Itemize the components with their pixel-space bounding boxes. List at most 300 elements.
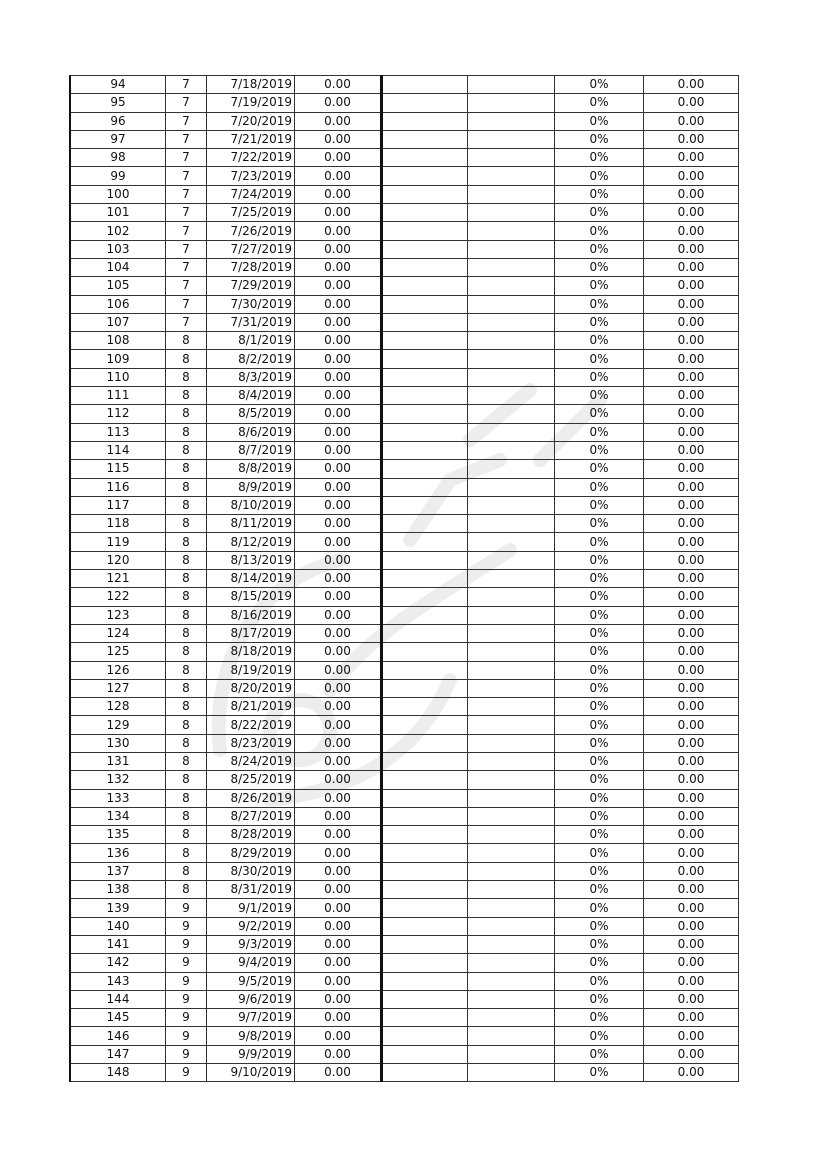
- amount-cell: 0.00: [644, 240, 739, 258]
- month-cell: 7: [166, 112, 207, 130]
- table-row: [70, 1064, 739, 1082]
- date-cell: 8/24/2019: [207, 752, 295, 770]
- percent-cell: 0%: [555, 716, 644, 734]
- blank-cell: [382, 789, 468, 807]
- blank-cell: [382, 643, 468, 661]
- blank-cell: [382, 771, 468, 789]
- row-number-cell: 115: [70, 460, 166, 478]
- blank-cell: [382, 350, 468, 368]
- blank-cell: [382, 204, 468, 222]
- month-cell: 8: [166, 423, 207, 441]
- blank-cell: [382, 277, 468, 295]
- value-cell: 0.00: [295, 533, 382, 551]
- blank-cell: [468, 935, 555, 953]
- table-row: [70, 295, 739, 313]
- percent-cell: 0%: [555, 1009, 644, 1027]
- percent-cell: 0%: [555, 441, 644, 459]
- month-cell: 9: [166, 1027, 207, 1045]
- date-cell: 7/20/2019: [207, 112, 295, 130]
- row-number-cell: 132: [70, 771, 166, 789]
- percent-cell: 0%: [555, 368, 644, 386]
- row-number-cell: 146: [70, 1027, 166, 1045]
- table-row: [70, 94, 739, 112]
- value-cell: 0.00: [295, 185, 382, 203]
- table-row: [70, 423, 739, 441]
- month-cell: 8: [166, 679, 207, 697]
- blank-cell: [468, 954, 555, 972]
- blank-cell: [382, 76, 468, 94]
- percent-cell: 0%: [555, 350, 644, 368]
- value-cell: 0.00: [295, 167, 382, 185]
- percent-cell: 0%: [555, 76, 644, 94]
- date-cell: 7/26/2019: [207, 222, 295, 240]
- date-cell: 8/28/2019: [207, 826, 295, 844]
- table-row: [70, 716, 739, 734]
- month-cell: 8: [166, 405, 207, 423]
- month-cell: 8: [166, 643, 207, 661]
- blank-cell: [468, 752, 555, 770]
- value-cell: 0.00: [295, 716, 382, 734]
- amount-cell: 0.00: [644, 972, 739, 990]
- blank-cell: [468, 478, 555, 496]
- row-number-cell: 108: [70, 332, 166, 350]
- blank-cell: [382, 149, 468, 167]
- month-cell: 7: [166, 277, 207, 295]
- table-row: [70, 606, 739, 624]
- value-cell: 0.00: [295, 1064, 382, 1082]
- table-row: [70, 222, 739, 240]
- percent-cell: 0%: [555, 149, 644, 167]
- row-number-cell: 114: [70, 441, 166, 459]
- amount-cell: 0.00: [644, 112, 739, 130]
- amount-cell: 0.00: [644, 679, 739, 697]
- date-cell: 9/8/2019: [207, 1027, 295, 1045]
- table-row: [70, 478, 739, 496]
- row-number-cell: 133: [70, 789, 166, 807]
- row-number-cell: 118: [70, 515, 166, 533]
- month-cell: 8: [166, 588, 207, 606]
- value-cell: 0.00: [295, 368, 382, 386]
- month-cell: 8: [166, 862, 207, 880]
- value-cell: 0.00: [295, 112, 382, 130]
- row-number-cell: 116: [70, 478, 166, 496]
- blank-cell: [382, 624, 468, 642]
- month-cell: 7: [166, 167, 207, 185]
- percent-cell: 0%: [555, 295, 644, 313]
- blank-cell: [468, 441, 555, 459]
- date-cell: 8/15/2019: [207, 588, 295, 606]
- amount-cell: 0.00: [644, 1045, 739, 1063]
- table-row: [70, 679, 739, 697]
- month-cell: 7: [166, 222, 207, 240]
- value-cell: 0.00: [295, 1027, 382, 1045]
- percent-cell: 0%: [555, 789, 644, 807]
- amount-cell: 0.00: [644, 441, 739, 459]
- month-cell: 8: [166, 789, 207, 807]
- amount-cell: 0.00: [644, 990, 739, 1008]
- value-cell: 0.00: [295, 204, 382, 222]
- table-row: [70, 643, 739, 661]
- row-number-cell: 124: [70, 624, 166, 642]
- date-cell: 8/30/2019: [207, 862, 295, 880]
- blank-cell: [382, 1045, 468, 1063]
- date-cell: 7/22/2019: [207, 149, 295, 167]
- data-sheet: [69, 75, 730, 1082]
- month-cell: 9: [166, 917, 207, 935]
- row-number-cell: 129: [70, 716, 166, 734]
- date-cell: 7/29/2019: [207, 277, 295, 295]
- blank-cell: [382, 478, 468, 496]
- amount-cell: 0.00: [644, 350, 739, 368]
- value-cell: 0.00: [295, 881, 382, 899]
- row-number-cell: 147: [70, 1045, 166, 1063]
- blank-cell: [382, 94, 468, 112]
- amount-cell: 0.00: [644, 258, 739, 276]
- percent-cell: 0%: [555, 606, 644, 624]
- date-cell: 8/19/2019: [207, 661, 295, 679]
- percent-cell: 0%: [555, 277, 644, 295]
- month-cell: 7: [166, 94, 207, 112]
- blank-cell: [382, 185, 468, 203]
- blank-cell: [468, 807, 555, 825]
- value-cell: 0.00: [295, 130, 382, 148]
- amount-cell: 0.00: [644, 606, 739, 624]
- row-number-cell: 126: [70, 661, 166, 679]
- month-cell: 7: [166, 185, 207, 203]
- value-cell: 0.00: [295, 789, 382, 807]
- percent-cell: 0%: [555, 1027, 644, 1045]
- percent-cell: 0%: [555, 643, 644, 661]
- blank-cell: [382, 240, 468, 258]
- month-cell: 7: [166, 240, 207, 258]
- percent-cell: 0%: [555, 588, 644, 606]
- month-cell: 8: [166, 698, 207, 716]
- percent-cell: 0%: [555, 167, 644, 185]
- month-cell: 7: [166, 130, 207, 148]
- row-number-cell: 107: [70, 313, 166, 331]
- blank-cell: [468, 624, 555, 642]
- amount-cell: 0.00: [644, 130, 739, 148]
- percent-cell: 0%: [555, 460, 644, 478]
- month-cell: 9: [166, 954, 207, 972]
- month-cell: 8: [166, 533, 207, 551]
- table-row: [70, 460, 739, 478]
- percent-cell: 0%: [555, 387, 644, 405]
- month-cell: 9: [166, 935, 207, 953]
- month-cell: 8: [166, 368, 207, 386]
- blank-cell: [468, 240, 555, 258]
- date-cell: 7/25/2019: [207, 204, 295, 222]
- date-cell: 8/14/2019: [207, 570, 295, 588]
- row-number-cell: 105: [70, 277, 166, 295]
- month-cell: 8: [166, 826, 207, 844]
- amount-cell: 0.00: [644, 643, 739, 661]
- date-cell: 8/31/2019: [207, 881, 295, 899]
- table-row: [70, 899, 739, 917]
- row-number-cell: 102: [70, 222, 166, 240]
- row-number-cell: 134: [70, 807, 166, 825]
- month-cell: 9: [166, 1064, 207, 1082]
- table-row: [70, 972, 739, 990]
- table-row: [70, 76, 739, 94]
- percent-cell: 0%: [555, 862, 644, 880]
- blank-cell: [468, 588, 555, 606]
- month-cell: 8: [166, 570, 207, 588]
- row-number-cell: 131: [70, 752, 166, 770]
- blank-cell: [468, 515, 555, 533]
- percent-cell: 0%: [555, 258, 644, 276]
- table-row: [70, 935, 739, 953]
- value-cell: 0.00: [295, 94, 382, 112]
- percent-cell: 0%: [555, 551, 644, 569]
- date-cell: 9/4/2019: [207, 954, 295, 972]
- table-row: [70, 661, 739, 679]
- blank-cell: [382, 551, 468, 569]
- date-cell: 8/26/2019: [207, 789, 295, 807]
- blank-cell: [468, 368, 555, 386]
- amount-cell: 0.00: [644, 222, 739, 240]
- blank-cell: [382, 698, 468, 716]
- date-cell: 7/27/2019: [207, 240, 295, 258]
- row-number-cell: 113: [70, 423, 166, 441]
- row-number-cell: 101: [70, 204, 166, 222]
- amount-cell: 0.00: [644, 624, 739, 642]
- table-row: [70, 496, 739, 514]
- table-row: [70, 917, 739, 935]
- date-cell: 8/3/2019: [207, 368, 295, 386]
- row-number-cell: 122: [70, 588, 166, 606]
- month-cell: 8: [166, 661, 207, 679]
- value-cell: 0.00: [295, 954, 382, 972]
- percent-cell: 0%: [555, 844, 644, 862]
- month-cell: 8: [166, 496, 207, 514]
- blank-cell: [468, 423, 555, 441]
- value-cell: 0.00: [295, 149, 382, 167]
- blank-cell: [382, 533, 468, 551]
- blank-cell: [382, 460, 468, 478]
- blank-cell: [382, 496, 468, 514]
- amount-cell: 0.00: [644, 716, 739, 734]
- percent-cell: 0%: [555, 624, 644, 642]
- row-number-cell: 141: [70, 935, 166, 953]
- table-row: [70, 149, 739, 167]
- percent-cell: 0%: [555, 752, 644, 770]
- percent-cell: 0%: [555, 881, 644, 899]
- blank-cell: [382, 844, 468, 862]
- date-cell: 8/18/2019: [207, 643, 295, 661]
- table-row: [70, 551, 739, 569]
- date-cell: 8/16/2019: [207, 606, 295, 624]
- blank-cell: [468, 789, 555, 807]
- blank-cell: [382, 716, 468, 734]
- amount-cell: 0.00: [644, 734, 739, 752]
- amount-cell: 0.00: [644, 405, 739, 423]
- blank-cell: [468, 94, 555, 112]
- row-number-cell: 125: [70, 643, 166, 661]
- month-cell: 7: [166, 76, 207, 94]
- blank-cell: [468, 1064, 555, 1082]
- table-row: [70, 588, 739, 606]
- date-cell: 7/24/2019: [207, 185, 295, 203]
- month-cell: 8: [166, 606, 207, 624]
- value-cell: 0.00: [295, 332, 382, 350]
- value-cell: 0.00: [295, 661, 382, 679]
- blank-cell: [382, 990, 468, 1008]
- table-row: [70, 350, 739, 368]
- blank-cell: [382, 423, 468, 441]
- date-cell: 7/18/2019: [207, 76, 295, 94]
- date-cell: 9/9/2019: [207, 1045, 295, 1063]
- blank-cell: [468, 917, 555, 935]
- value-cell: 0.00: [295, 935, 382, 953]
- date-cell: 9/5/2019: [207, 972, 295, 990]
- percent-cell: 0%: [555, 204, 644, 222]
- month-cell: 8: [166, 478, 207, 496]
- date-cell: 8/20/2019: [207, 679, 295, 697]
- date-cell: 9/6/2019: [207, 990, 295, 1008]
- row-number-cell: 121: [70, 570, 166, 588]
- blank-cell: [468, 496, 555, 514]
- month-cell: 7: [166, 258, 207, 276]
- month-cell: 8: [166, 807, 207, 825]
- month-cell: 8: [166, 332, 207, 350]
- month-cell: 8: [166, 551, 207, 569]
- amount-cell: 0.00: [644, 752, 739, 770]
- month-cell: 8: [166, 752, 207, 770]
- date-cell: 9/3/2019: [207, 935, 295, 953]
- value-cell: 0.00: [295, 606, 382, 624]
- percent-cell: 0%: [555, 826, 644, 844]
- date-cell: 8/10/2019: [207, 496, 295, 514]
- blank-cell: [382, 515, 468, 533]
- amount-cell: 0.00: [644, 954, 739, 972]
- date-cell: 8/13/2019: [207, 551, 295, 569]
- percent-cell: 0%: [555, 515, 644, 533]
- amount-cell: 0.00: [644, 588, 739, 606]
- blank-cell: [382, 130, 468, 148]
- blank-cell: [468, 826, 555, 844]
- date-cell: 7/31/2019: [207, 313, 295, 331]
- percent-cell: 0%: [555, 112, 644, 130]
- table-row: [70, 771, 739, 789]
- blank-cell: [382, 368, 468, 386]
- month-cell: 8: [166, 734, 207, 752]
- month-cell: 8: [166, 460, 207, 478]
- blank-cell: [382, 570, 468, 588]
- blank-cell: [468, 734, 555, 752]
- blank-cell: [468, 570, 555, 588]
- blank-cell: [382, 734, 468, 752]
- blank-cell: [382, 332, 468, 350]
- blank-cell: [382, 899, 468, 917]
- month-cell: 8: [166, 515, 207, 533]
- percent-cell: 0%: [555, 130, 644, 148]
- month-cell: 9: [166, 1045, 207, 1063]
- blank-cell: [468, 661, 555, 679]
- month-cell: 7: [166, 313, 207, 331]
- blank-cell: [468, 771, 555, 789]
- blank-cell: [468, 167, 555, 185]
- date-cell: 7/23/2019: [207, 167, 295, 185]
- percent-cell: 0%: [555, 899, 644, 917]
- blank-cell: [382, 167, 468, 185]
- amount-cell: 0.00: [644, 661, 739, 679]
- blank-cell: [382, 935, 468, 953]
- blank-cell: [382, 405, 468, 423]
- month-cell: 8: [166, 350, 207, 368]
- amount-cell: 0.00: [644, 496, 739, 514]
- blank-cell: [382, 661, 468, 679]
- blank-cell: [382, 972, 468, 990]
- blank-cell: [468, 862, 555, 880]
- value-cell: 0.00: [295, 588, 382, 606]
- table-row: [70, 240, 739, 258]
- percent-cell: 0%: [555, 661, 644, 679]
- blank-cell: [468, 313, 555, 331]
- row-number-cell: 148: [70, 1064, 166, 1082]
- date-cell: 8/8/2019: [207, 460, 295, 478]
- date-cell: 7/30/2019: [207, 295, 295, 313]
- amount-cell: 0.00: [644, 1009, 739, 1027]
- row-number-cell: 138: [70, 881, 166, 899]
- table-row: [70, 258, 739, 276]
- table-row: [70, 515, 739, 533]
- date-cell: 9/10/2019: [207, 1064, 295, 1082]
- blank-cell: [468, 387, 555, 405]
- amount-cell: 0.00: [644, 807, 739, 825]
- blank-cell: [468, 698, 555, 716]
- blank-cell: [382, 295, 468, 313]
- date-cell: 9/1/2019: [207, 899, 295, 917]
- value-cell: 0.00: [295, 844, 382, 862]
- value-cell: 0.00: [295, 679, 382, 697]
- date-cell: 8/21/2019: [207, 698, 295, 716]
- amount-cell: 0.00: [644, 771, 739, 789]
- month-cell: 8: [166, 881, 207, 899]
- amount-cell: 0.00: [644, 423, 739, 441]
- blank-cell: [468, 899, 555, 917]
- row-number-cell: 104: [70, 258, 166, 276]
- value-cell: 0.00: [295, 496, 382, 514]
- blank-cell: [468, 551, 555, 569]
- value-cell: 0.00: [295, 972, 382, 990]
- blank-cell: [382, 387, 468, 405]
- date-cell: 8/29/2019: [207, 844, 295, 862]
- month-cell: 9: [166, 972, 207, 990]
- blank-cell: [468, 204, 555, 222]
- blank-cell: [382, 807, 468, 825]
- percent-cell: 0%: [555, 496, 644, 514]
- blank-cell: [468, 76, 555, 94]
- amount-cell: 0.00: [644, 899, 739, 917]
- row-number-cell: 142: [70, 954, 166, 972]
- table-row: [70, 277, 739, 295]
- value-cell: 0.00: [295, 76, 382, 94]
- value-cell: 0.00: [295, 478, 382, 496]
- amount-cell: 0.00: [644, 313, 739, 331]
- row-number-cell: 145: [70, 1009, 166, 1027]
- month-cell: 7: [166, 295, 207, 313]
- value-cell: 0.00: [295, 313, 382, 331]
- value-cell: 0.00: [295, 734, 382, 752]
- percent-cell: 0%: [555, 222, 644, 240]
- percent-cell: 0%: [555, 423, 644, 441]
- blank-cell: [382, 881, 468, 899]
- date-cell: 8/27/2019: [207, 807, 295, 825]
- percent-cell: 0%: [555, 679, 644, 697]
- percent-cell: 0%: [555, 990, 644, 1008]
- blank-cell: [382, 679, 468, 697]
